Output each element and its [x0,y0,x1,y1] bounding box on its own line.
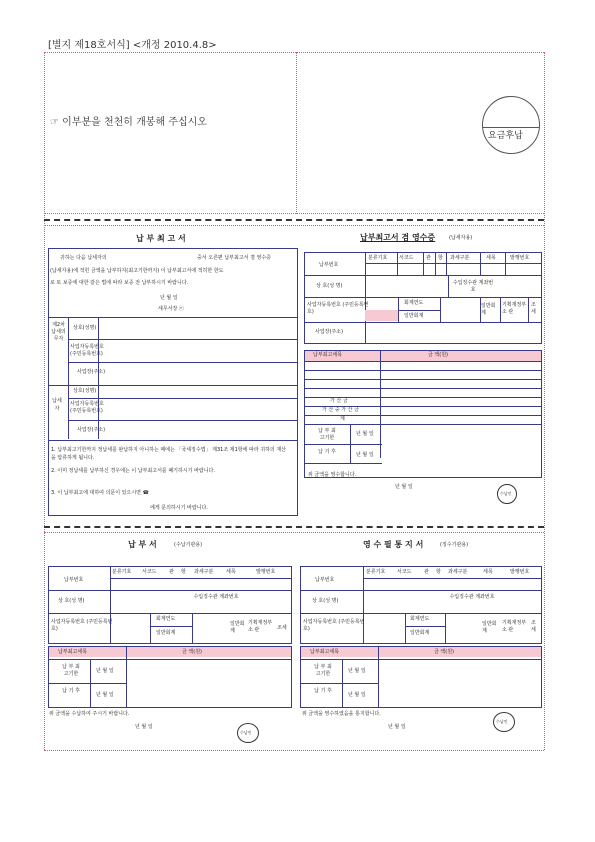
receipt-stamp-left: 수납인 [237,723,259,743]
notice-title: 납 부 최 고 서 [136,234,186,243]
tear-line-top [44,219,544,221]
open-instruction: ☞ 이부분을 천천히 개봉해 주십시오 [50,117,207,128]
notice-date: 년 월 일 [160,295,178,301]
receipt-stamp-right: 수납인 [493,712,515,732]
tax-office: 세무서장 ⓔ [158,306,184,312]
postage-stamp: 요금후납 [482,96,540,154]
form-number: [별지 제18호서식] <개정 2010.4.8> [48,40,217,51]
tear-line-bottom [44,526,544,528]
receipt-stamp-top: 수납인 [497,484,517,504]
